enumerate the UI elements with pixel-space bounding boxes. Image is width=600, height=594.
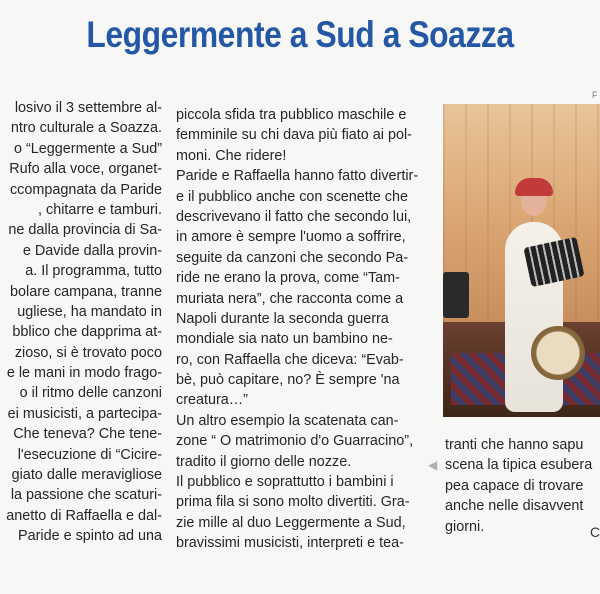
text-line: Napoli durante la seconda guerra: [176, 310, 389, 327]
text-line: prima fila si sono molto divertiti. Gra-: [176, 494, 410, 511]
text-line: zioso, si è trovato poco: [14, 344, 162, 361]
text-line: giato dalle meravigliose: [11, 467, 162, 484]
text-line: ntro culturale a Soazza.: [10, 120, 162, 137]
text-line: giorni.: [445, 518, 485, 535]
text-line: bblico che dapprima at-: [12, 324, 162, 341]
column-continue-arrow-icon: ◀: [428, 458, 438, 472]
text-line: moni. Che ridere!: [176, 147, 287, 164]
text-line: la passione che scaturi-: [10, 487, 162, 504]
text-line: losivo il 3 settembre al-: [14, 100, 162, 116]
text-line: femminile su chi dava più fiato ai pol-: [176, 127, 412, 144]
text-line: anetto di Raffaella e dal-: [6, 507, 162, 524]
article-headline: Leggermente a Sud a Soazza: [86, 14, 514, 55]
text-line: , chitarre e tamburi.: [38, 201, 162, 218]
text-line: scena la tipica esubera: [445, 457, 593, 474]
text-line: ei musicisti, a partecipa-: [7, 405, 162, 422]
text-line: ride ne erano la prova, come “Tam-: [176, 270, 400, 287]
text-line: a. Il programma, tutto: [25, 263, 162, 280]
red-scarf: [515, 178, 553, 196]
text-line: muriata nera”, che racconta come a: [176, 290, 404, 307]
text-line: descrivevano il fatto che secondo lui,: [176, 208, 412, 225]
article-column-right: [445, 435, 600, 537]
text-line: pea capace di trovare: [445, 477, 584, 494]
photo-credit-fragment: F: [592, 90, 598, 100]
text-line: zone “ O matrimonio d'o Guarracino”,: [176, 433, 414, 450]
text-line: ugliese, ha mandato in: [17, 303, 162, 320]
text-line: o il ritmo delle canzoni: [19, 385, 162, 402]
text-line: o “Leggermente a Sud”: [14, 140, 162, 157]
text-line: piccola sfida tra pubblico maschile e: [176, 107, 407, 123]
text-line: ccompagnata da Paride: [9, 181, 162, 198]
text-line: Paride e spinto ad una: [17, 528, 162, 545]
text-line: ne dalla provincia di Sa-: [8, 222, 162, 239]
text-line: Che teneva? Che tene-: [13, 426, 162, 443]
text-line: ro, con Raffaella che diceva: “Evab-: [176, 351, 404, 368]
tambourine-icon: [531, 326, 585, 380]
text-line: e il pubblico anche con scenette che: [176, 188, 409, 205]
text-line: zie mille al duo Leggermente a Sud,: [176, 514, 406, 531]
article-column-middle: [176, 105, 430, 554]
signature-fragment: C: [590, 524, 600, 540]
article-column-left: [0, 98, 162, 547]
text-line: anche nelle disavvent: [445, 498, 584, 515]
text-line: in amore è sempre l'uomo a soffrire,: [176, 229, 406, 246]
text-line: l'esecuzione di “Cicire-: [17, 446, 162, 463]
text-line: Paride e Raffaella hanno fatto divertir-: [176, 168, 419, 185]
text-line: creatura…”: [176, 392, 248, 409]
text-line: e Davide dalla provin-: [22, 242, 162, 259]
text-line: tranti che hanno sapu: [445, 437, 584, 453]
text-line: bolare campana, tranne: [9, 283, 162, 300]
text-line: Il pubblico e soprattutto i bambini i: [176, 474, 394, 491]
concert-photo: [443, 104, 600, 417]
text-line: seguite da canzoni che secondo Pa-: [176, 249, 409, 266]
text-line: bè, può capitare, no? È sempre 'na: [176, 372, 400, 389]
text-line: mondiale sia nato un bambino ne-: [176, 331, 393, 348]
text-line: e le mani in modo frago-: [6, 365, 162, 382]
speaker-icon: [443, 272, 469, 318]
text-line: tradito il giorno delle nozze.: [176, 453, 352, 470]
text-line: Rufo alla voce, organet-: [9, 161, 162, 178]
text-line: Un altro esempio la scatenata can-: [176, 412, 399, 429]
text-line: bravissimi musicisti, interpreti e tea-: [176, 535, 404, 552]
